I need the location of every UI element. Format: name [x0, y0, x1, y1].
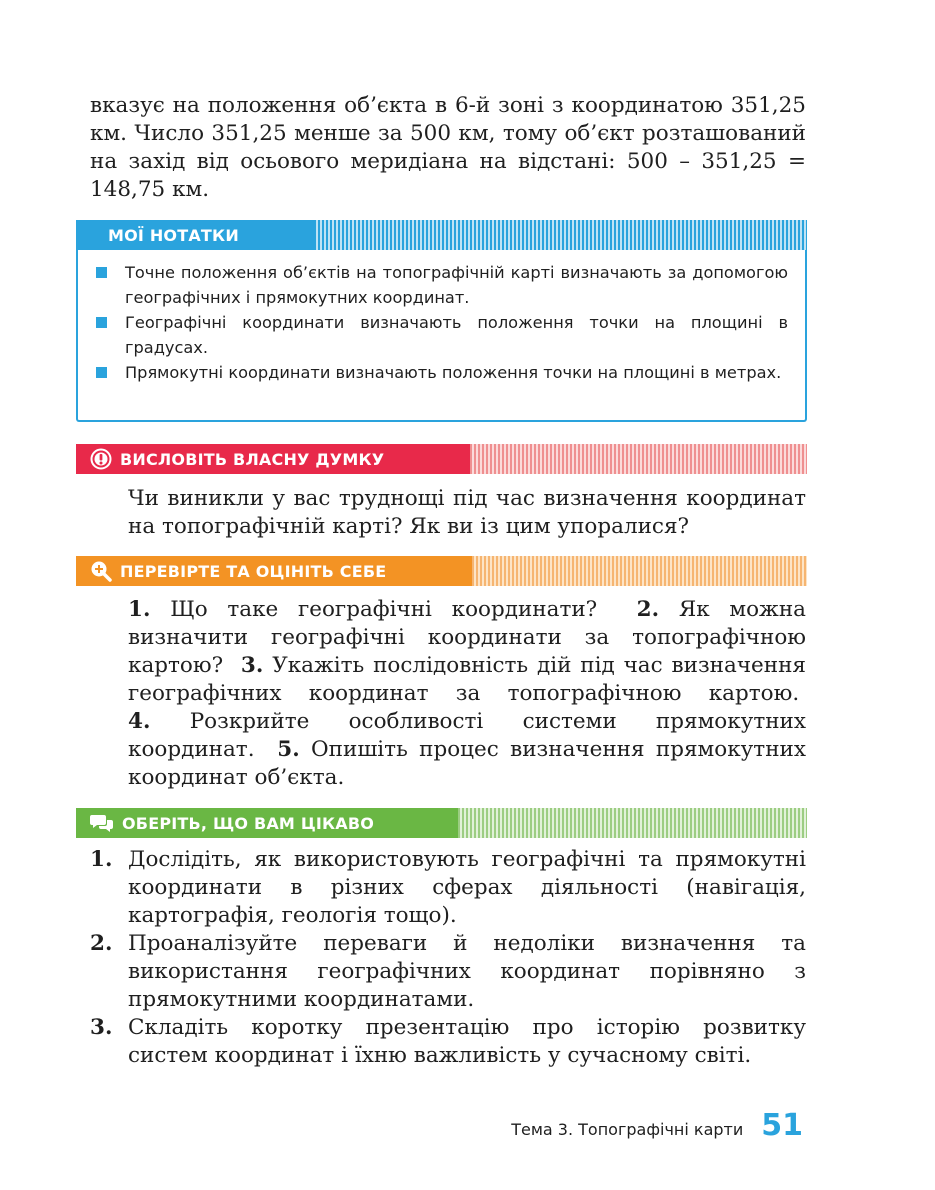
question-text: Що таке географічні координати? — [170, 597, 598, 622]
question-text: Розкрийте особливості системи прямокутних координат. — [128, 709, 806, 762]
question-number: 2. — [636, 597, 660, 622]
choose-header — [76, 808, 807, 838]
list-item — [90, 930, 806, 1014]
check-questions — [128, 596, 806, 792]
opinion-header-stripes — [470, 444, 807, 474]
page-footer — [511, 1108, 803, 1143]
check-header-stripes — [472, 556, 807, 586]
notes-item: Точне положення об’єктів на топографічній карті визначають за допомогою географічних і прямокутних координат. — [96, 260, 788, 310]
notes-item: Прямокутні координати визначають положення точки на площині в метрах. — [96, 360, 788, 385]
item-text: Дослідіть, як використовують географічні та прямокутні координати в різних сферах діяльності (навігація, картографія, геологія тощо). — [128, 847, 806, 928]
magnifier-plus-icon — [90, 560, 112, 582]
notes-title: МОЇ НОТАТКИ — [76, 220, 314, 250]
notes-item: Географічні координати визначають положення точки на площині в градусах. — [96, 310, 788, 360]
square-bullet-icon — [96, 317, 107, 328]
notes-header-stripes — [314, 220, 807, 250]
notes-header — [76, 220, 807, 250]
choose-title: ОБЕРІТЬ, ЩО ВАМ ЦІКАВО — [122, 813, 375, 833]
square-bullet-icon — [96, 267, 107, 278]
question-text: Як можна визначити географічні координати за топографічною картою? — [128, 597, 806, 678]
question-number: 5. — [277, 737, 300, 762]
speech-bubbles-icon — [90, 812, 114, 834]
item-text: Складіть коротку презентацію про історію розвитку систем координат і їхню важливість у сучасному світі. — [128, 1015, 806, 1068]
intro-text: вказує на положення об’єкта в 6-й зоні з координатою 351,25 км. Число 351,25 менше за 500 км, тому об’єкт розташований на захід від осьового меридіана на відстані: 500 – 351,25 = 148,75 км. — [90, 93, 806, 202]
opinion-text: Чи виникли у вас труднощі під час визначення координат на топографічній карті? Як ви із цим упоралися? — [128, 486, 806, 539]
question-text: Укажіть послідовність дій під час визначення географічних координат за топографічною картою. — [128, 653, 806, 706]
opinion-title: ВИСЛОВІТЬ ВЛАСНУ ДУМКУ — [120, 449, 385, 469]
notes-list — [96, 260, 788, 385]
question-number: 1. — [128, 597, 151, 622]
item-text: Проаналізуйте переваги й недоліки визначення та використання географічних координат порівняно з прямокутними координатами. — [128, 931, 806, 1012]
question-number: 3. — [240, 653, 264, 678]
check-title: ПЕРЕВІРТЕ ТА ОЦІНІТЬ СЕБЕ — [120, 561, 387, 581]
list-item — [90, 1014, 806, 1070]
item-number: 2. — [90, 931, 113, 956]
choose-header-stripes — [458, 808, 807, 838]
opinion-header — [76, 444, 807, 474]
page-number: 51 — [761, 1108, 803, 1143]
exclamation-circle-icon — [90, 448, 112, 470]
choose-list — [90, 846, 806, 1070]
intro-paragraph — [90, 92, 806, 204]
footer-topic: Тема 3. Топографічні карти — [511, 1120, 744, 1139]
question-number: 4. — [128, 709, 151, 734]
opinion-paragraph — [128, 485, 806, 541]
question-text: Опишіть процес визначення прямокутних координат об’єкта. — [128, 737, 806, 790]
item-number: 1. — [90, 847, 113, 872]
list-item — [90, 846, 806, 930]
item-number: 3. — [90, 1015, 113, 1040]
check-header — [76, 556, 807, 586]
square-bullet-icon — [96, 367, 107, 378]
